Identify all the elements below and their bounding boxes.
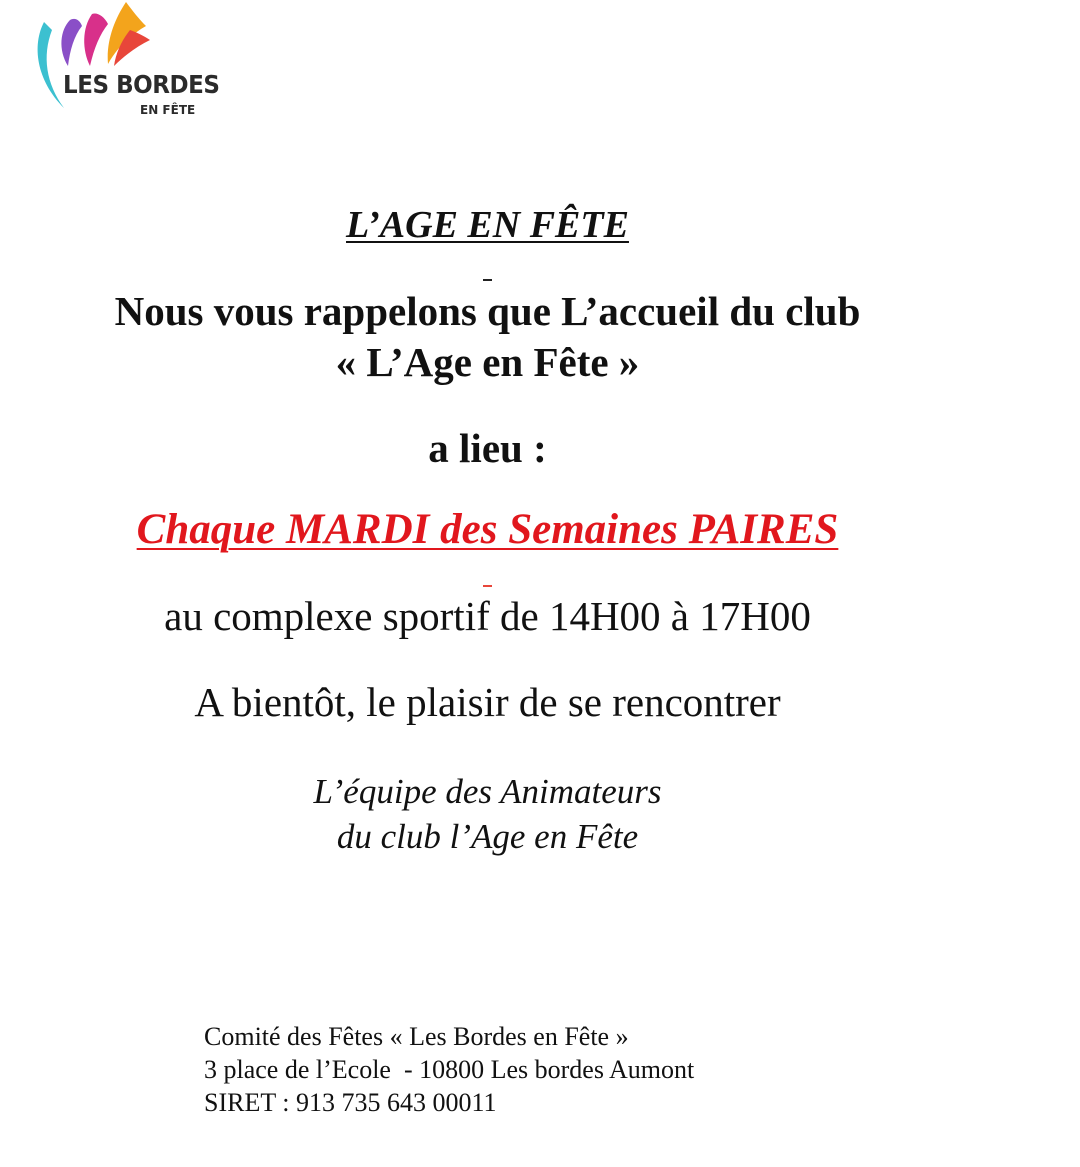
separator-dash [483,279,492,281]
document-heading: L’AGE EN FÊTE [346,204,629,246]
footer-siret: SIRET : 913 735 643 00011 [204,1088,497,1117]
schedule-text: Chaque MARDI des Semaines PAIRES [136,506,839,553]
signature-line-1: L’équipe des Animateurs [313,772,662,811]
footer [204,1020,694,1119]
lieu-text: a lieu : [428,425,547,471]
intro-line-1: Nous vous rappelons que L’accueil du club [114,288,861,334]
intro-line-2: « L’Age en Fête » [335,339,640,385]
separator-dash-red [483,585,492,587]
signature-line-2: du club l’Age en Fête [336,817,639,856]
farewell-text: A bientôt, le plaisir de se rencontrer [194,679,781,725]
footer-organization: Comité des Fêtes « Les Bordes en Fête » [204,1022,629,1051]
location-time-text: au complexe sportif de 14H00 à 17H00 [164,593,811,639]
logo-name: LES BORDES [63,70,220,99]
logo-tagline: EN FÊTE [140,103,196,117]
logo [30,0,220,120]
footer-address: 3 place de l’Ecole - 10800 Les bordes Aumont [204,1055,695,1084]
